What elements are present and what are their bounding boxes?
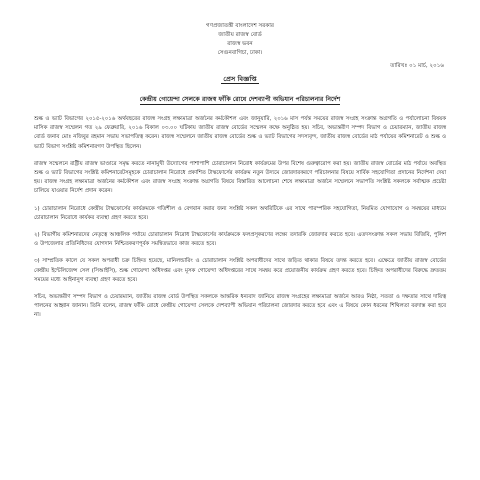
letterhead-building: রাজস্ব ভবন [227, 41, 253, 47]
body-paragraph-2: রাজস্ব সম্মেলনে রাষ্ট্রীয় রাজস্ব ভাণ্ডারে সমৃদ্ধ করতে নানামুখী উদ্যোগের পাশাপাশি চোরাচালান নিরোধ কার্যক্রমের উপর বিশেষ গুরুত্বারোপ করা হয়। জাতীয় রাজস্ব বোর্ডের মাঠ পর্যায়ে অবস্থিত শুল্ক ও ভ্যাট বিভাগের সংশ্লিষ্ট কমিশনারেটসমূহকে চোরাচালান নিরোধে প্রকাশিত টাস্কফোর্সের কার্যক্রম নতুন উদ্যমে জোরদারকরণে পরিচালনার বিষয়ে সার্বিক সহযোগিতা প্রদানের নির্দেশনা দেয়া হয়। রাজস্ব সংগ্রহ লক্ষ্যমাত্রা অর্জনের কর্মকৌশল এবং রাজস্ব সংগ্রহ সংক্রান্ত অগ্রগতি বিষয়ে বিস্তারিত আলোচনা শেষে লক্ষ্যমাত্রা অর্জনে সম্মেলনে সভাপতি সংশ্লিষ্ট সকলকে সর্বাত্মক প্রচেষ্টা চালিয়ে যাওয়ার নির্দেশ প্রদান করেন। [34, 160, 446, 195]
directive-1: ১) চোরাচালান নিরোধে কেন্দ্রীয় টাস্কফোর্সের কার্যক্রমকে গতিশীল ও বেগবান করার জন্য সংশ্লিষ্ট সকল অথরিটিকে এর সাথে পারস্পরিক সহযোগিতা, নিয়মিত যোগাযোগ ও সমন্বয়ের মাধ্যমে চোরাচালান নিরোধে কার্যকর ব্যবস্থা গ্রহণ করতে হবে। [34, 205, 446, 221]
body-paragraph-1: শুল্ক ও ভ্যাট বিভাগের ২০১৫-২০১৬ অর্থবছরের রাজস্ব সংগ্রহ লক্ষ্যমাত্রা অর্জনের কর্মকৌশল এবং জানুয়ারি, ২০১৬ মাস পর্যন্ত সময়ের রাজস্ব সংগ্রহ সংক্রান্ত অগ্রগতি ও পর্যালোচনা বিষয়ক মাসিক রাজস্ব সম্মেলন গত ২৯ ফেব্রুয়ারি, ২০১৬ বিকাল ০৩.০০ ঘটিকায় জাতীয় রাজস্ব বোর্ডের সম্মেলন কক্ষে অনুষ্ঠিত হয়। সচিব, অভ্যন্তরীণ সম্পদ বিভাগ ও চেয়ারম্যান, জাতীয় রাজস্ব বোর্ড জনাব মোঃ নজিবুর রহমান সভায় সভাপতিত্ব করেন। রাজস্ব সম্মেলনে জাতীয় রাজস্ব বোর্ডের শুল্ক ও ভ্যাট বিভাগের সদস্যবৃন্দ, জাতীয় রাজস্ব বোর্ডের মাঠ পর্যায়ের কমিশনারেট ও শুল্ক ও ভ্যাট বিভাগ সংশ্লিষ্ট কমিশনারগণ উপস্থিত ছিলেন। [34, 116, 446, 150]
letterhead-board: জাতীয় রাজস্ব বোর্ড [218, 32, 262, 38]
subject-heading-text: কেন্দ্রীয় গোয়েন্দা সেলকে রাজস্ব ফাঁকি রোধে দেশব্যাপী অভিযান পরিচালনার নির্দেশ [139, 96, 341, 103]
press-release-title-text: প্রেস বিজ্ঞপ্তি [223, 75, 257, 83]
press-release-title [34, 73, 446, 85]
letterhead-government: গণপ্রজাতন্ত্রী বাংলাদেশ সরকার [206, 23, 274, 29]
directive-3: ৩) সাম্প্রতিক কালে যে সকল অপরাধী চক্র চিহ্নিত হয়েছে, মানিলন্ডারিং ও চোরাচালান সংশ্লিষ্ট অপরাধীদের সাথে জড়িত থাকার বিষয়ে তদন্ত করতে হবে। এক্ষেত্রে জাতীয় রাজস্ব বোর্ডের কেন্দ্রীয় ইন্টেলিজেন্স সেল (সিআইসি), শুল্ক গোয়েন্দা অধিদপ্তর এবং মূসক গোয়েন্দা অধিদপ্তরের সাথে সমন্বয় করে প্রয়োজনীয় কার্যক্রম গ্রহণ করতে হবে। চিহ্নিত অপরাধীদের বিরুদ্ধে দ্রুততম সময়ের মধ্যে আইনানুগ ব্যবস্থা গ্রহণ করতে হবে। [34, 258, 446, 283]
letterhead [34, 22, 446, 58]
subject-heading [34, 94, 446, 105]
letterhead-address: সেগুনবাগিচা, ঢাকা। [217, 50, 263, 56]
closing-paragraph: সচিব, অভ্যন্তরীণ সম্পদ বিভাগ ও চেয়ারম্যান, জাতীয় রাজস্ব বোর্ড উপস্থিত সকলকে আন্তরিক ধন্যবাদ জানিয়ে রাজস্ব সংগ্রহের লক্ষ্যমাত্রা অর্জনে আরও নিষ্ঠা, সততা ও দক্ষতার সাথে দায়িত্ব পালনের আহ্বান জানান। তিনি বলেন, রাজস্ব ফাঁকি রোধে কেন্দ্রীয় গোয়েন্দা সেলকে দেশব্যাপী অভিযান পরিচালনা জোরদার করতে হবে এবং এ বিষয়ে কোন ধরনের শিথিলতা বরদাস্ত করা হবে না। [34, 294, 446, 319]
document-date: তারিখঃ ০১ মার্চ, ২০১৬ [390, 63, 444, 69]
directive-2: ২) বিভাগীয় কমিশনারদের নেতৃত্বে আঞ্চলিক পর্যায়ে চোরাচালান নিরোধ টাস্কফোর্সের কার্যক্রমকে ফলপ্রসূকরণের লক্ষ্যে তদারকি জোরদার করতে হবে। এতদসংক্রান্ত সকল সভায় বিজিবি, পুলিশ ও উপজেলার প্রতিনিধিদের যোগদান নিশ্চিতকরণপূর্বক সমন্বিতভাবে কাজ করতে হবে। [34, 232, 446, 248]
